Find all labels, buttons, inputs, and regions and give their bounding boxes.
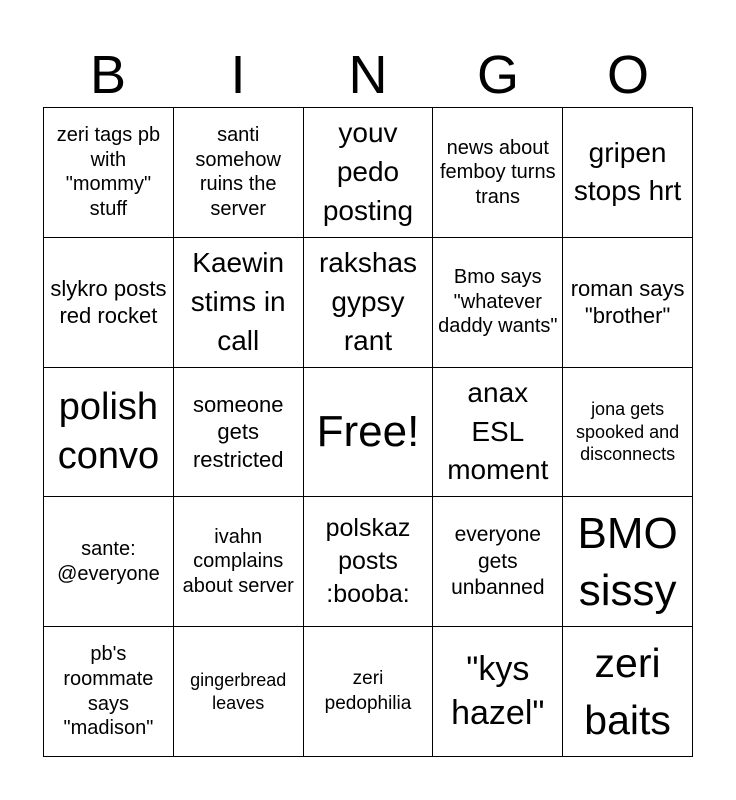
bingo-cell-r5c3[interactable] — [304, 627, 434, 757]
bingo-cell-r5c4[interactable] — [433, 627, 563, 757]
cell-text: santi somehow ruins the server — [195, 124, 281, 220]
bingo-cell-r1c3[interactable] — [304, 108, 434, 238]
bingo-cell-free[interactable] — [304, 368, 434, 498]
cell-text: slykro posts red rocket — [50, 276, 167, 329]
bingo-cell-r3c4[interactable] — [433, 368, 563, 498]
bingo-header — [43, 44, 693, 106]
bingo-cell-r2c3[interactable] — [304, 238, 434, 368]
bingo-cell-r3c5[interactable] — [563, 368, 693, 498]
free-space-text: Free! — [316, 407, 420, 457]
header-letter-i: I — [230, 45, 246, 105]
bingo-cell-r2c1[interactable] — [44, 238, 174, 368]
bingo-cell-r1c5[interactable] — [563, 108, 693, 238]
cell-text: gripen stops hrt — [573, 136, 682, 207]
bingo-cell-r5c2[interactable] — [174, 627, 304, 757]
cell-text: roman says "brother" — [570, 276, 685, 329]
cell-text: "kys hazel" — [451, 650, 545, 732]
cell-text: gingerbread leaves — [190, 670, 287, 713]
header-letter-o: O — [606, 45, 649, 105]
header-letter-n: N — [348, 45, 388, 105]
bingo-cell-r3c2[interactable] — [174, 368, 304, 498]
bingo-cell-r1c4[interactable] — [433, 108, 563, 238]
cell-text: youv pedo posting — [322, 117, 414, 226]
bingo-cell-r2c4[interactable] — [433, 238, 563, 368]
bingo-cell-r4c3[interactable] — [304, 497, 434, 627]
cell-text: ivahn complains about server — [182, 525, 294, 598]
cell-text: zeri baits — [584, 640, 671, 743]
cell-text: jona gets spooked and disconnects — [576, 399, 680, 465]
cell-text: Kaewin stims in call — [190, 247, 286, 356]
cell-text: zeri pedophilia — [324, 668, 412, 714]
header-letter-g: G — [476, 45, 519, 105]
bingo-cell-r5c5[interactable] — [563, 627, 693, 757]
bingo-cell-r3c1[interactable] — [44, 368, 174, 498]
cell-text: someone gets restricted — [192, 392, 284, 472]
cell-text: everyone gets unbanned — [451, 523, 545, 599]
cell-text: polish convo — [57, 386, 160, 477]
bingo-cell-r4c4[interactable] — [433, 497, 563, 627]
bingo-cell-r2c5[interactable] — [563, 238, 693, 368]
cell-text: sante: @everyone — [57, 538, 160, 585]
bingo-cell-r4c2[interactable] — [174, 497, 304, 627]
cell-text: Bmo says "whatever daddy wants" — [438, 266, 558, 338]
bingo-cell-r1c2[interactable] — [174, 108, 304, 238]
cell-text: news about femboy turns trans — [439, 136, 556, 208]
cell-text: pb's roommate says "madison" — [63, 643, 154, 740]
bingo-cell-r4c5[interactable] — [563, 497, 693, 627]
cell-text: anax ESL moment — [447, 377, 549, 486]
bingo-board — [43, 107, 693, 757]
cell-text: rakshas gypsy rant — [318, 247, 418, 356]
header-letter-b: B — [89, 45, 127, 105]
bingo-cell-r2c2[interactable] — [174, 238, 304, 368]
bingo-cell-r5c1[interactable] — [44, 627, 174, 757]
cell-text: zeri tags pb with "mommy" stuff — [56, 124, 161, 220]
cell-text: BMO sissy — [577, 508, 678, 615]
bingo-cell-r1c1[interactable] — [44, 108, 174, 238]
bingo-cell-r4c1[interactable] — [44, 497, 174, 627]
cell-text: polskaz posts :booba: — [325, 513, 411, 609]
